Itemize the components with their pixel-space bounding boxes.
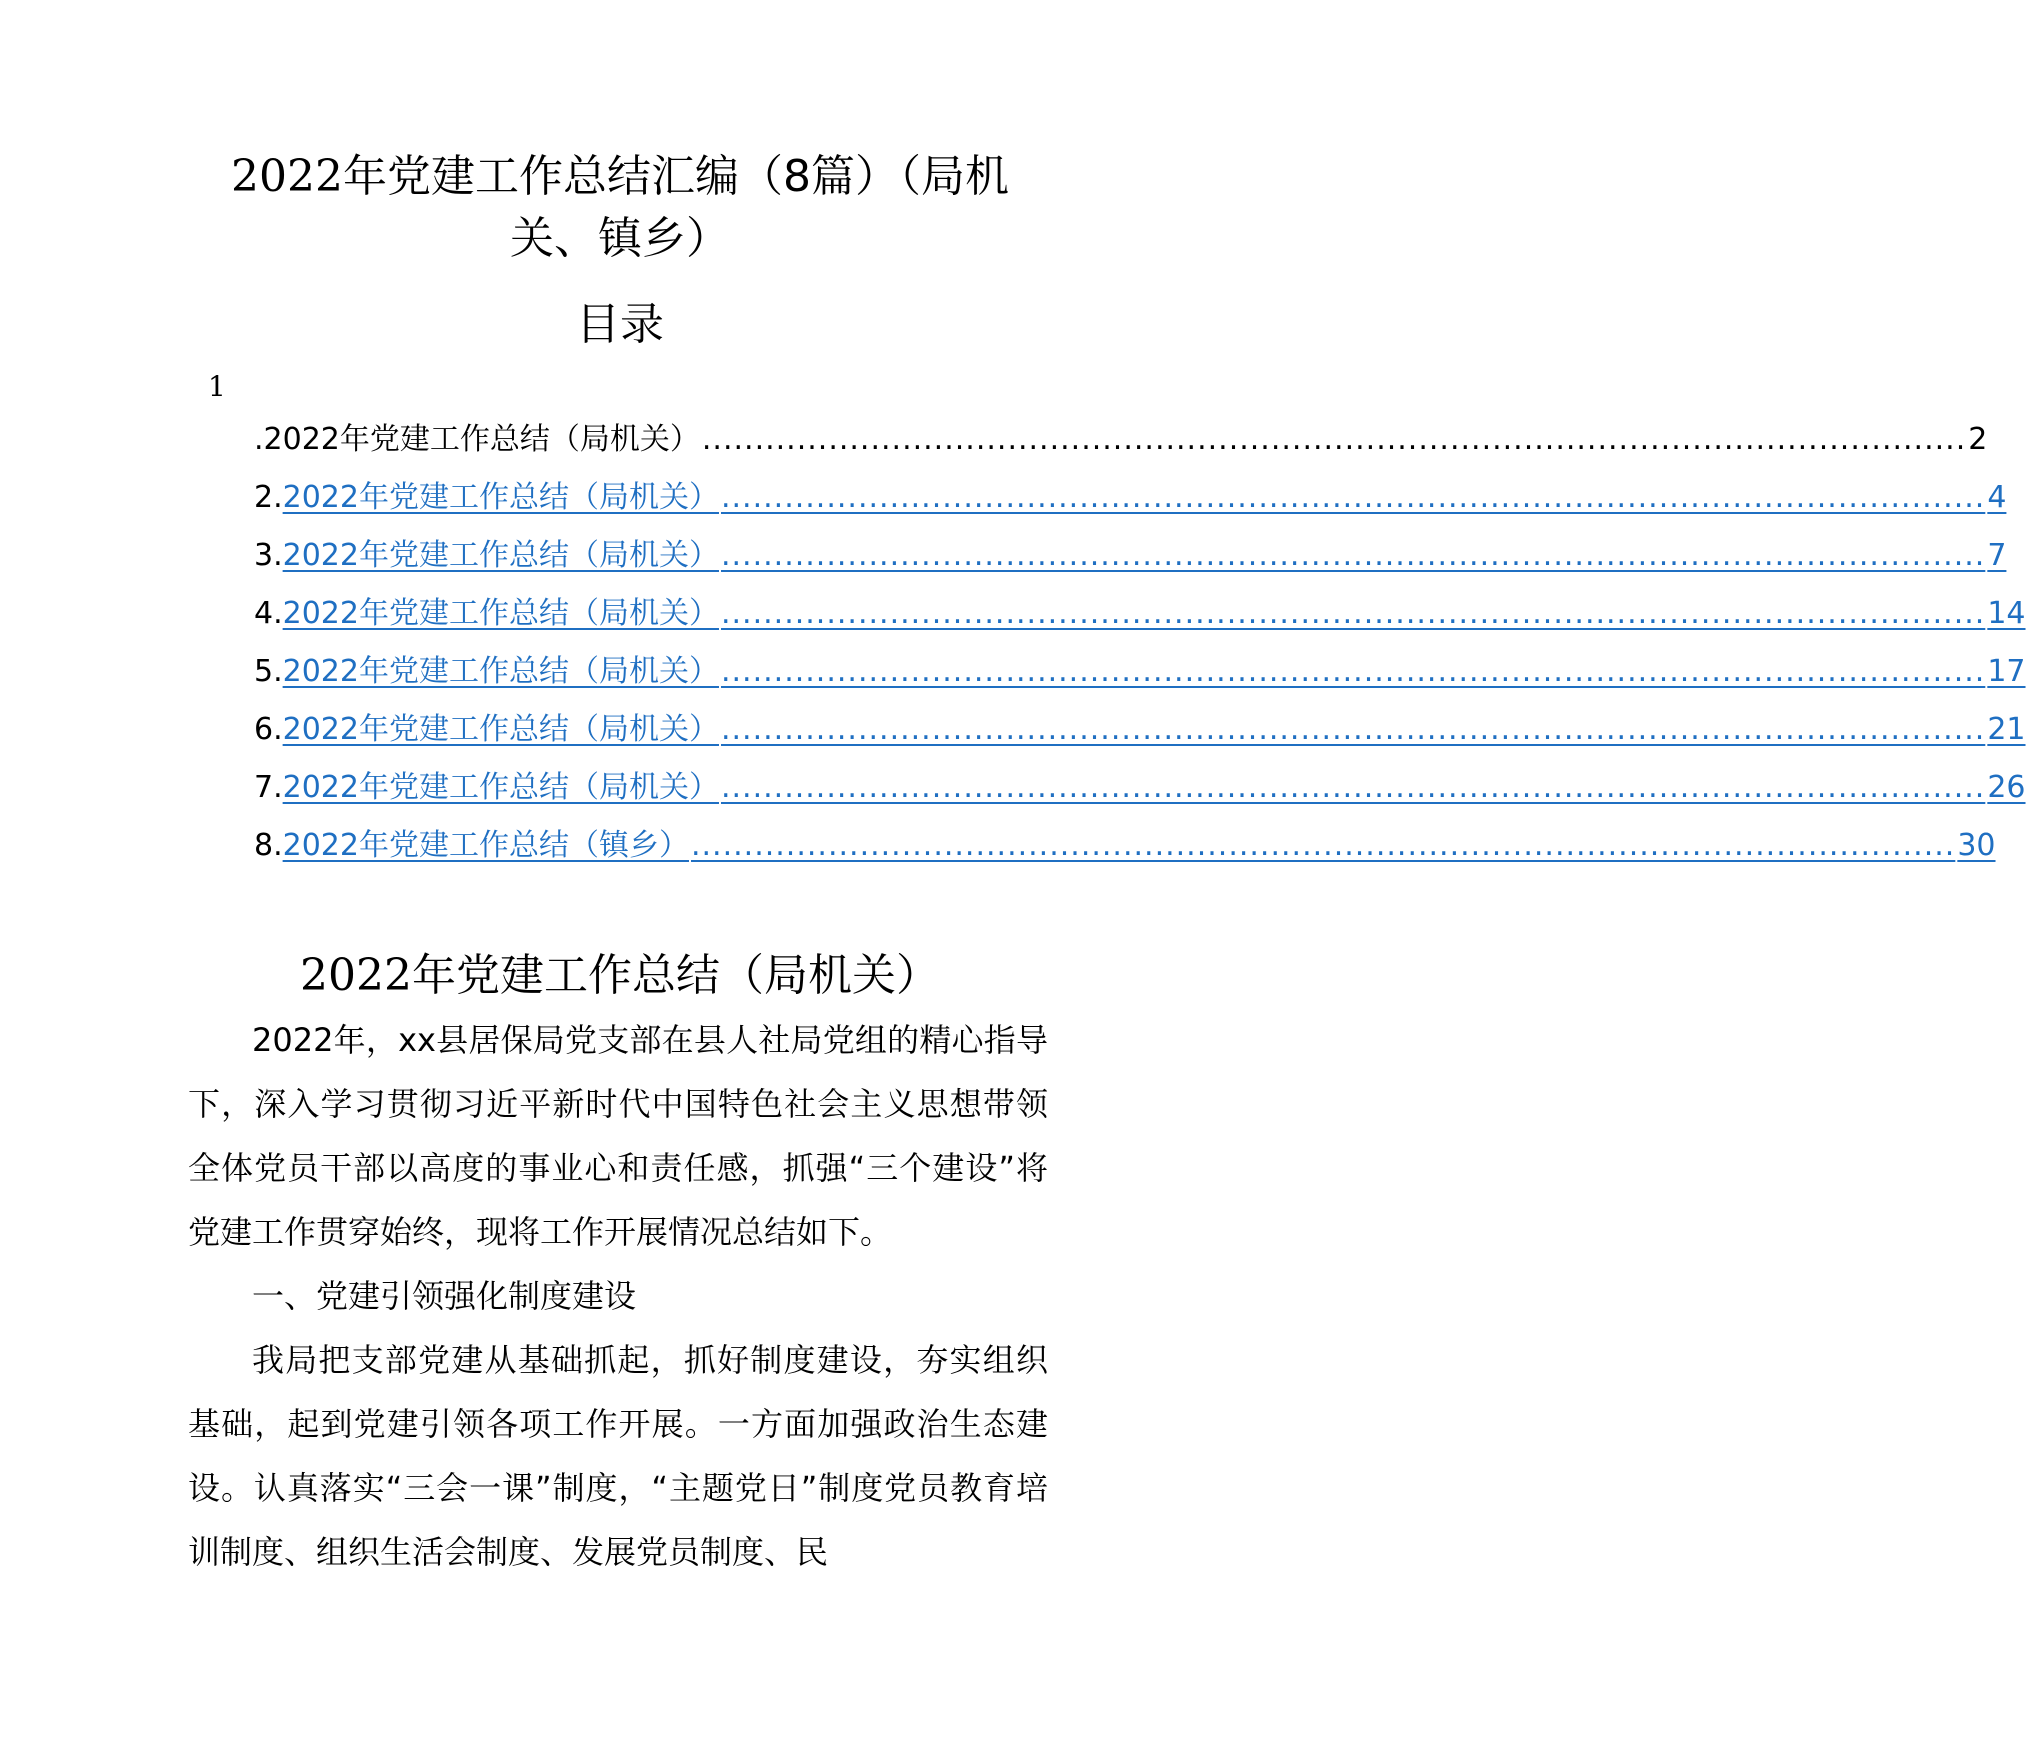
toc-entry-title: 2022年党建工作总结（局机关） xyxy=(282,596,719,631)
toc-entry[interactable] xyxy=(254,766,2026,810)
toc-entry-title: 2022年党建工作总结（局机关） xyxy=(282,538,719,573)
toc-entry-page: 7 xyxy=(1987,538,2007,573)
toc-entry-title: 2022年党建工作总结（局机关） xyxy=(282,480,719,515)
toc-entry-title: 2022年党建工作总结（镇乡） xyxy=(282,828,689,863)
section-title-text: 年党建工作总结（局机关） xyxy=(411,950,940,1001)
document-title-year: 2022 xyxy=(231,151,343,202)
toc-leader-dots: ........................................................................................................................ xyxy=(720,712,1986,747)
toc-entry-number: 2. xyxy=(254,480,283,515)
toc-entry[interactable] xyxy=(254,650,2026,694)
toc-entry-link[interactable] xyxy=(282,766,2026,810)
toc-entry-title: 2022年党建工作总结（局机关） xyxy=(282,654,719,689)
toc-entry-link[interactable] xyxy=(282,592,2026,636)
toc-entry-page: 26 xyxy=(1987,770,2026,805)
toc-leader-dots: ........................................................................................................................ xyxy=(720,770,1986,805)
toc-leader-dots: ........................................................................................................................ xyxy=(720,538,1986,573)
toc-entry-link[interactable] xyxy=(282,824,1996,868)
document-title-text: 年党建工作总结汇编（8篇）（局机 xyxy=(342,151,1009,202)
toc-leader-dots: ........................................................................................................................ xyxy=(720,596,1986,631)
body-paragraph-intro: 2022年，xx县居保局党支部在县人社局党组的精心指导下，深入学习贯彻习近平新时代中国特色社会主义思想带领全体党员干部以高度的事业心和责任感，抓强“三个建设”将党建工作贯穿始终，现将工作开展情况总结如下。 xyxy=(188,1021,1048,1251)
toc-entry-page: 17 xyxy=(1987,654,2026,689)
toc-entry-number: 5. xyxy=(254,654,283,689)
toc-leader-dots: ........................................................................................................................ xyxy=(690,828,1956,863)
section-title-year: 2022 xyxy=(300,950,412,1001)
toc-entry-page: 2 xyxy=(1968,422,1988,457)
toc-entry-number: 7. xyxy=(254,770,283,805)
toc-entry-title: 2022年党建工作总结（局机关） xyxy=(282,770,719,805)
toc-entry-page: 21 xyxy=(1987,712,2026,747)
toc-entry xyxy=(254,418,1988,462)
toc-entry-link[interactable] xyxy=(282,476,2007,520)
toc-entry-number: 3. xyxy=(254,538,283,573)
toc-entry[interactable] xyxy=(254,476,2007,520)
toc-entry-text xyxy=(254,418,1988,462)
toc-entry-link[interactable] xyxy=(282,708,2026,752)
toc-entry-number: 6. xyxy=(254,712,283,747)
toc-entry[interactable] xyxy=(254,824,1996,868)
toc-entry-page: 14 xyxy=(1987,596,2026,631)
section-body xyxy=(188,1008,1048,1584)
document-title-line2: 关、镇乡） xyxy=(510,213,730,264)
toc-entry-link[interactable] xyxy=(282,534,2007,578)
toc-entry-title: 2022年党建工作总结（局机关） xyxy=(282,712,719,747)
toc-entry[interactable] xyxy=(254,708,2026,752)
toc-leader-dots: ........................................................................................................................ xyxy=(720,654,1986,689)
toc-entry-page: 4 xyxy=(1987,480,2007,515)
toc-leader-dots: ........................................................................................................................ xyxy=(701,422,1967,457)
subheading-1: 一、党建引领强化制度建设 xyxy=(252,1277,637,1315)
toc-entry-number: 4. xyxy=(254,596,283,631)
toc-entry[interactable] xyxy=(254,592,2026,636)
toc-heading: 目录 xyxy=(576,299,664,350)
toc-leader-dots: ........................................................................................................................ xyxy=(720,480,1986,515)
toc-entry-page: 30 xyxy=(1957,828,1996,863)
body-paragraph-2: 我局把支部党建从基础抓起，抓好制度建设，夯实组织基础，起到党建引领各项工作开展。一方面加强政治生态建设。认真落实“三会一课”制度，“主题党日”制度党员教育培训制度、组织生活会制度、发展党员制度、民 xyxy=(188,1341,1048,1571)
section-title xyxy=(0,946,1240,1006)
toc-stray-number: 1 xyxy=(208,370,226,403)
document-title-line1 xyxy=(180,146,1060,208)
toc-entry-link[interactable] xyxy=(282,650,2026,694)
toc-entry-number: 8. xyxy=(254,828,283,863)
toc-entry-title: .2022年党建工作总结（局机关） xyxy=(254,422,700,457)
toc-entry[interactable] xyxy=(254,534,2007,578)
